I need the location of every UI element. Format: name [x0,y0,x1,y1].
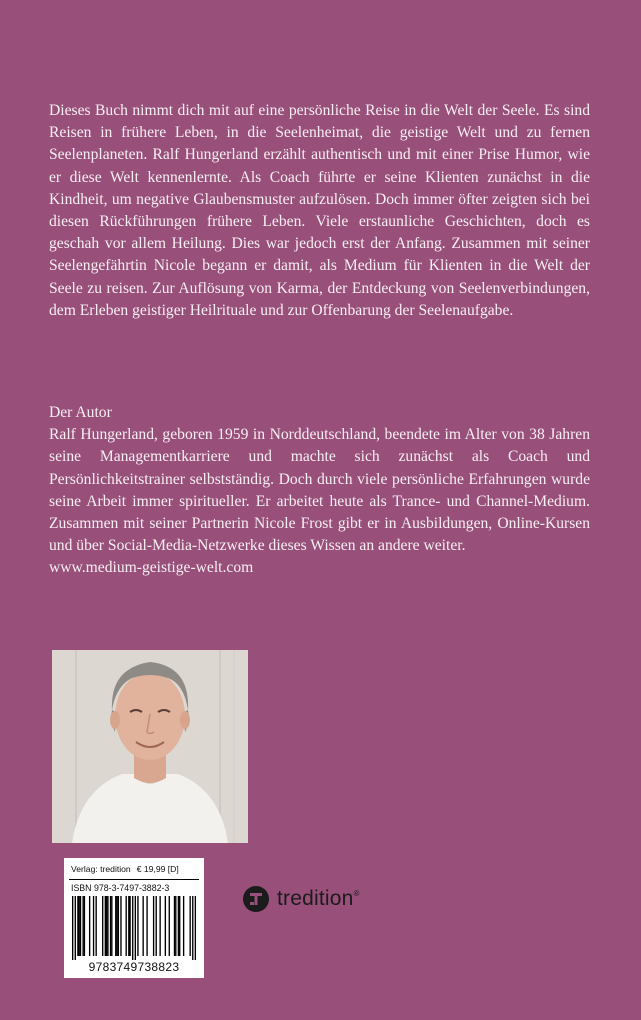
barcode-bar [116,896,117,956]
barcode-bar [75,896,76,960]
barcode-bar [132,896,133,960]
barcode-bar [178,896,179,956]
barcode-bar [165,896,166,956]
barcode-bar [126,896,127,956]
barcode-bar [77,896,78,956]
author-section [49,402,590,580]
barcode-bar [156,896,157,956]
ean-digits: 9783749738823 [88,960,180,974]
barcode-bar [89,896,90,956]
tredition-logo-icon [243,886,269,912]
price: € 19,99 [D] [136,864,179,874]
barcode-bar [142,896,143,956]
barcode-bar [153,896,154,956]
barcode-publisher: Verlag: tredition [71,864,131,874]
barcode-bar [118,896,119,956]
barcode-bar [106,896,107,956]
barcode-bar [189,896,190,956]
barcode-bar [195,896,196,960]
barcode-bar [159,896,160,956]
publisher-logo [243,884,360,914]
barcode-bar [102,896,103,956]
barcode-bar [169,896,170,956]
barcode-bars [72,896,196,960]
barcode-bar [111,896,112,956]
author-heading: Der Autor [49,404,112,421]
barcode-bar [183,896,184,956]
isbn: ISBN 978-3-7497-3882-3 [71,883,170,893]
barcode-bar [128,896,129,956]
barcode-bar [175,896,176,956]
barcode-bar [82,896,83,956]
barcode-bar [129,896,130,956]
barcode-bar [72,896,73,960]
barcode-bar [95,896,96,956]
barcode-bar [80,896,81,956]
barcode-bar [115,896,116,956]
barcode-bar [174,896,175,956]
barcode-label [64,858,204,978]
barcode-bar [93,896,94,956]
barcode-bar [84,896,85,956]
publisher-price-line [71,864,179,874]
barcode-bar [120,896,121,956]
author-bio: Ralf Hungerland, geboren 1959 in Norddeutschland, beendete im Alter von 38 Jahren seine Managementkarriere und machte sich zunächst als Coach und Persönlichkeitstrainer selbstständig. Doch durch viele persönliche Erfahrungen wurde seine Arbeit immer spiritueller. Er arbeitet heute als Trance- und Channel-Medium. Zusammen mit seiner Partnerin Nicole Frost gibt er in Ausbildungen, Online-Kursen und über Social-Media-Netzwerke dieses Wissen an andere weiter. [49,426,590,555]
barcode-bar [137,896,138,956]
barcode-bar [179,896,180,956]
barcode-bar [192,896,193,960]
barcode-bar [110,896,111,956]
barcode-bar [79,896,80,956]
divider [69,879,199,880]
barcode-bar [107,896,108,956]
back-cover-blurb: Dieses Buch nimmt dich mit auf eine persönliche Reise in die Welt der Seele. Es sind Reisen in frühere Leben, in die Seelenheimat, die geistige Welt und zu fernen Seelenplaneten. Ralf Hungerland erzählt authentisch und mit einer Prise Humor, wie er diese Welt kennenlernte. Als Coach führte er seine Klienten zunächst in die Kindheit, um negative Glaubensmuster aufzulösen. Doch immer öfter zeigten sich bei diesen Rückführungen frühere Leben. Viele erstaunliche Geschichten, doch es geschah vor allem Heilung. Dies war jedoch erst der Anfang. Zusammen mit seiner Seelengefährtin Nicole begann er damit, als Medium für Klienten in die Welt der Seele zu reisen. Zur Auflösung von Karma, der Entdeckung von Seelenverbindungen, dem Erleben geistiger Heilrituale und zur Offenbarung der Seelenaufgabe. [49,102,590,319]
author-website: www.medium-geistige-welt.com [49,559,254,577]
publisher-name: tredition® [277,887,360,910]
barcode-bar [146,896,147,956]
barcode-bar [105,896,106,956]
barcode-bar [135,896,136,960]
author-photo [52,650,248,843]
